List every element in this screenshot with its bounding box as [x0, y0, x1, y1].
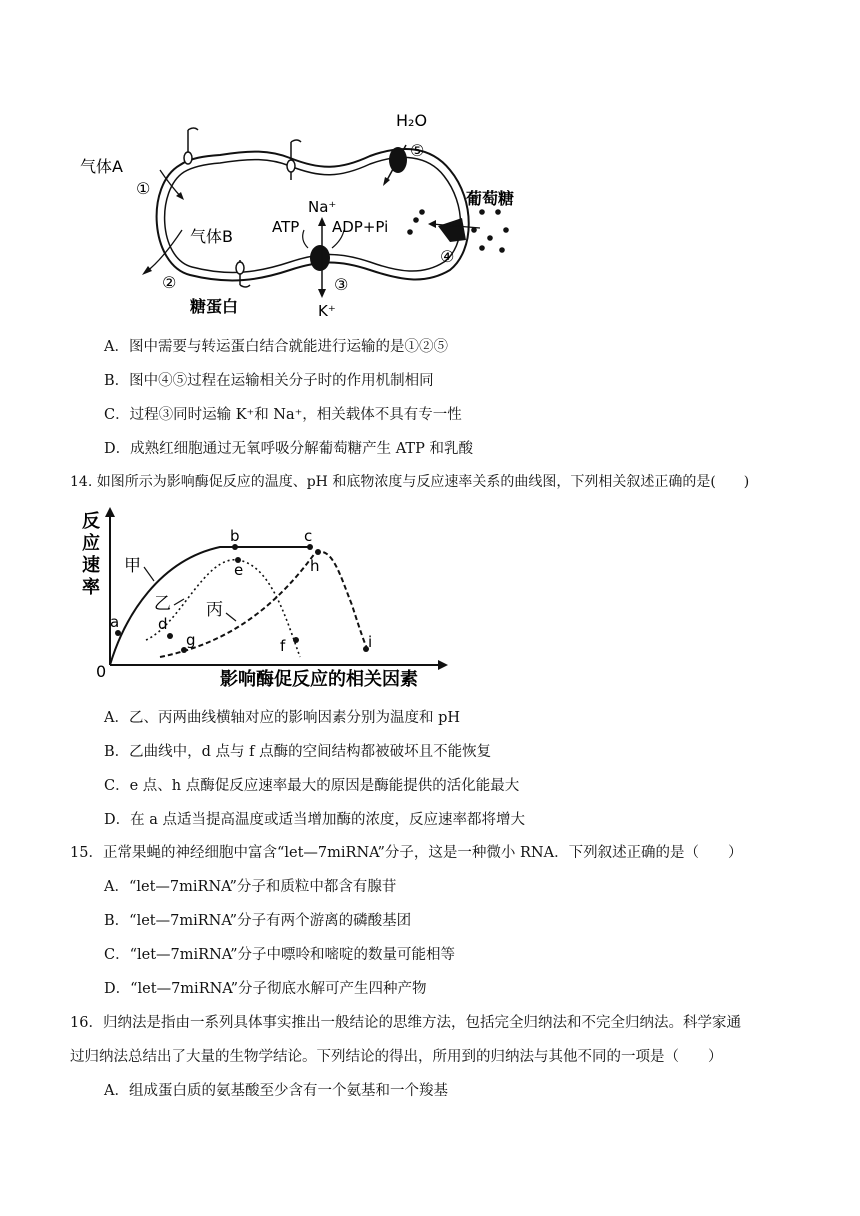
- label-n5: ⑤: [410, 141, 425, 160]
- label-gas-b: 气体B: [190, 227, 233, 246]
- label-n3: ③: [334, 275, 349, 294]
- q15-option-c: C．“let—7miRNA”分子中嘌呤和嘧啶的数量可能相等: [104, 947, 456, 963]
- q15-option-a: A．“let—7miRNA”分子和质粒中都含有腺苷: [104, 879, 397, 895]
- label-k: K⁺: [318, 302, 336, 320]
- label-n4: ④: [440, 247, 455, 266]
- label-c: c: [304, 527, 313, 545]
- q16-stem-line2: 过归纳法总结出了大量的生物学结论。下列结论的得出，所用到的归纳法与其他不同的一项是（ ）: [70, 1049, 723, 1065]
- label-adp: ADP+Pi: [332, 218, 389, 236]
- label-n2: ②: [162, 273, 177, 292]
- x-label: 影响酶促反应的相关因素: [220, 669, 418, 690]
- q13-option-d: D．成熟红细胞通过无氧呼吸分解葡萄糖产生 ATP 和乳酸: [104, 441, 473, 457]
- q14-option-a: A．乙、丙两曲线横轴对应的影响因素分别为温度和 pH: [104, 710, 461, 726]
- label-g: g: [186, 631, 196, 649]
- q13-option-c: C．过程③同时运输 K⁺和 Na⁺，相关载体不具有专一性: [104, 407, 462, 423]
- point-f: [293, 637, 299, 643]
- label-atp: ATP: [272, 218, 300, 236]
- q15-option-b: B．“let—7miRNA”分子有两个游离的磷酸基团: [104, 913, 412, 929]
- y-label-2: 应: [82, 533, 100, 554]
- membrane-transport-figure: [70, 100, 540, 325]
- enzyme-rate-figure: [70, 505, 460, 695]
- y-label-1: 反: [82, 511, 100, 532]
- label-b: b: [230, 527, 240, 545]
- glycoprotein-bottom: [236, 260, 250, 287]
- label-curve-yi: 乙: [154, 594, 171, 614]
- label-i: i: [368, 633, 373, 651]
- label-d: d: [158, 615, 168, 633]
- na-k-pump: [310, 245, 330, 271]
- point-h: [315, 549, 321, 555]
- label-glucose: 葡萄糖: [466, 189, 515, 208]
- q13-option-a: A．图中需要与转运蛋白结合就能进行运输的是①②⑤: [104, 339, 448, 355]
- label-a: a: [110, 613, 120, 631]
- label-n1: ①: [136, 179, 151, 198]
- q14-option-d: D．在 a 点适当提高温度或适当增加酶的浓度，反应速率都将增大: [104, 812, 525, 828]
- point-d: [167, 633, 173, 639]
- glucose-carrier: [438, 218, 466, 242]
- q13-option-b: B．图中④⑤过程在运输相关分子时的作用机制相同: [104, 373, 434, 389]
- q15-stem: 15．正常果蝇的神经细胞中富含“let—7miRNA”分子，这是一种微小 RNA．下列叙述正确的是（ ）: [70, 845, 743, 861]
- q16-stem-line1: 16．归纳法是指由一系列具体事实推出一般结论的思维方法，包括完全归纳法和不完全归纳法。科学家通: [70, 1015, 741, 1031]
- label-water: H₂O: [396, 111, 428, 130]
- y-label-4: 率: [82, 577, 100, 598]
- q16-option-a: A．组成蛋白质的氨基酸至少含有一个氨基和一个羧基: [104, 1083, 448, 1099]
- label-e: e: [234, 561, 244, 579]
- q15-option-d: D．“let—7miRNA”分子彻底水解可产生四种产物: [104, 981, 427, 997]
- label-h: h: [310, 557, 320, 575]
- label-gas-a: 气体A: [80, 157, 123, 176]
- label-f: f: [280, 637, 286, 655]
- origin-label: 0: [96, 662, 107, 681]
- q14-option-b: B．乙曲线中，d 点与 f 点酶的空间结构都被破坏且不能恢复: [104, 744, 492, 760]
- label-glycoprotein: 糖蛋白: [190, 297, 239, 316]
- label-na: Na⁺: [308, 198, 337, 216]
- q14-stem: 14. 如图所示为影响酶促反应的温度、pH 和底物浓度与反应速率关系的曲线图，下列相关叙述正确的是( ): [70, 474, 750, 490]
- q14-option-c: C．e 点、h 点酶促反应速率最大的原因是酶能提供的活化能最大: [104, 778, 520, 794]
- label-curve-jia: 甲: [124, 556, 141, 576]
- label-curve-bing: 丙: [206, 600, 223, 620]
- y-label-3: 速: [82, 555, 100, 576]
